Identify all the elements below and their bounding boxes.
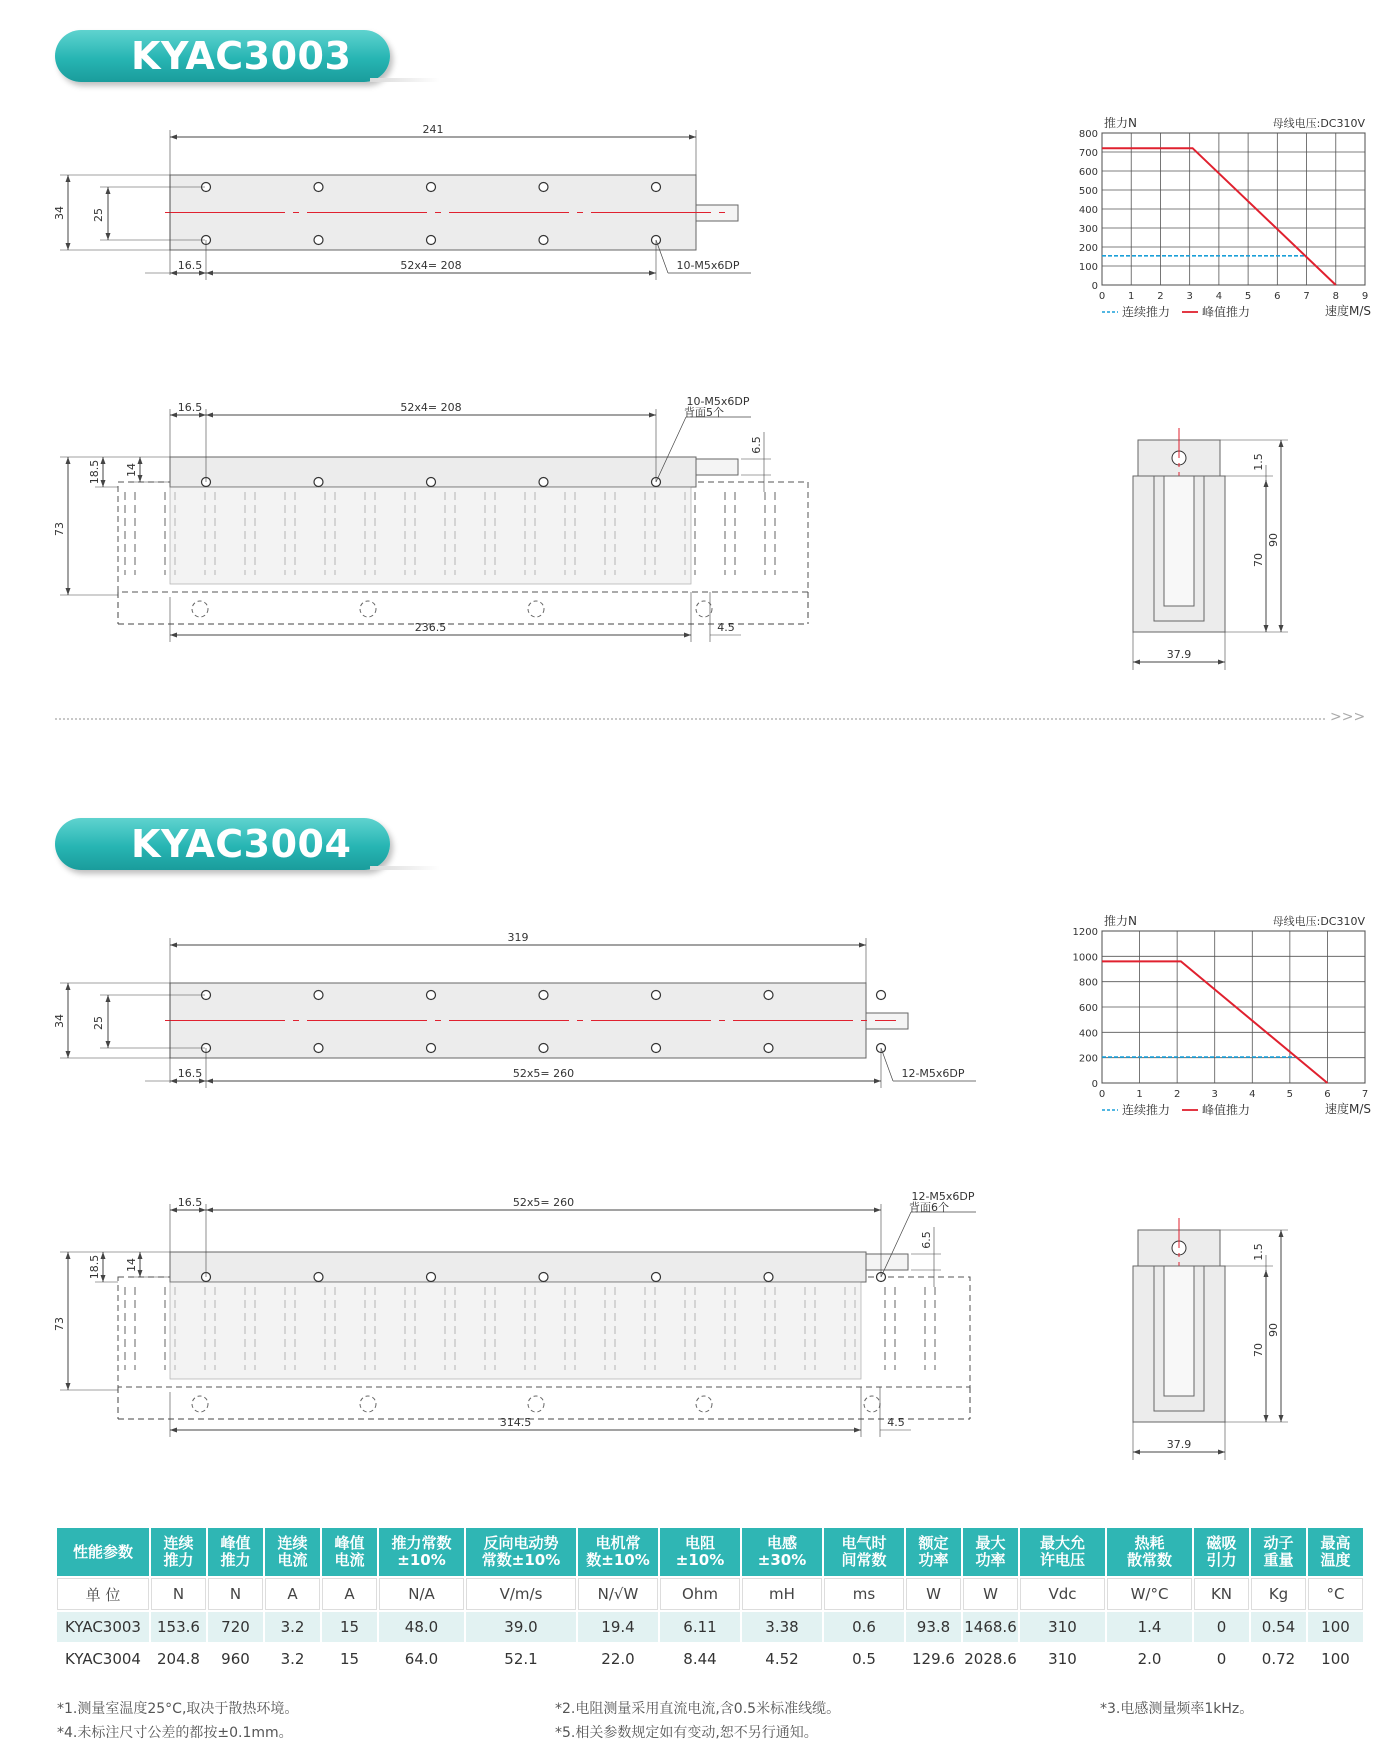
y-tick-label: 0 (1091, 281, 1098, 292)
table-header: 性能参数 (57, 1528, 149, 1576)
note-4: *4.未标注尺寸公差的都按±0.1mm。 (57, 1725, 293, 1741)
table-cell: 129.6 (906, 1644, 961, 1674)
table-cell: KYAC3004 (57, 1644, 149, 1674)
legend-continuous: 连续推力 (1122, 1103, 1171, 1117)
dimension-label: 319 (507, 931, 529, 944)
bolt-slot (696, 1396, 712, 1412)
bolt-slot (696, 601, 712, 617)
y-tick-label: 200 (1078, 1053, 1098, 1065)
x-tick-label: 9 (1361, 291, 1369, 302)
table-cell: 6.11 (660, 1612, 740, 1642)
dimension-label: 10-M5x6DP (676, 259, 740, 272)
table-cell: 64.0 (379, 1644, 464, 1674)
dimension-label: 90 (1267, 1323, 1280, 1337)
chart-xlabel: 速度M/S (1324, 1102, 1371, 1116)
mounting-hole (314, 478, 323, 487)
table-unit-cell: KN (1194, 1578, 1249, 1610)
mounting-hole (314, 1273, 323, 1282)
dimension-label: 37.9 (1166, 1438, 1192, 1451)
dimension-label: 34 (53, 1014, 66, 1028)
table-cell: 4.52 (742, 1644, 822, 1674)
chart-annotation: 母线电压:DC310V (1272, 117, 1365, 130)
table-cell: 2028.6 (963, 1644, 1018, 1674)
mounting-hole (877, 991, 886, 1000)
shaft (866, 1254, 908, 1270)
table-unit-cell: mH (742, 1578, 822, 1610)
mounting-hole (652, 1273, 661, 1282)
x-tick-label: 7 (1303, 291, 1310, 302)
coil-area (170, 1282, 861, 1379)
table-cell: 1468.6 (963, 1612, 1018, 1642)
table-cell: 1.4 (1107, 1612, 1192, 1642)
bolt-slot (360, 601, 376, 617)
table-header: 推力常数 ±10% (379, 1528, 464, 1576)
dimension-label: 1.5 (1252, 453, 1265, 471)
dimension-label: 10-M5x6DP (686, 395, 750, 408)
side-slot (1164, 1266, 1194, 1396)
table-header: 峰值 电流 (322, 1528, 377, 1576)
table-cell: 52.1 (466, 1644, 576, 1674)
x-tick-label: 2 (1157, 291, 1164, 302)
x-tick-label: 7 (1361, 1089, 1369, 1100)
dimension-label: 背面5个 (684, 406, 724, 419)
chart-ylabel: 推力N (1104, 914, 1137, 928)
table-unit-cell: A (265, 1578, 320, 1610)
x-tick-label: 0 (1098, 291, 1106, 302)
table-cell: 22.0 (578, 1644, 658, 1674)
x-tick-label: 2 (1173, 1089, 1181, 1100)
dimension-label: 14 (125, 1258, 138, 1272)
table-unit-cell: A (322, 1578, 377, 1610)
table-unit-cell: N/A (379, 1578, 464, 1610)
y-tick-label: 600 (1078, 167, 1098, 178)
y-tick-label: 400 (1078, 205, 1098, 216)
table-header: 磁吸 引力 (1194, 1528, 1249, 1576)
table-header: 最高 温度 (1308, 1528, 1363, 1576)
table-cell: 153.6 (151, 1612, 206, 1642)
table-unit-cell: W/°C (1107, 1578, 1192, 1610)
dimension-label: 4.5 (717, 621, 735, 634)
table-unit-cell: N/√W (578, 1578, 658, 1610)
table-unit-cell: W (963, 1578, 1018, 1610)
dimension-label: 73 (53, 522, 66, 536)
mounting-hole (539, 183, 548, 192)
dimension-label: 12-M5x6DP (901, 1067, 965, 1080)
y-tick-label: 700 (1078, 148, 1098, 159)
mounting-hole (764, 1273, 773, 1282)
table-cell: 0.5 (824, 1644, 904, 1674)
dimension-label: 52x4= 208 (400, 401, 462, 414)
table-cell: 100 (1308, 1644, 1363, 1674)
mounting-hole (652, 183, 661, 192)
y-tick-label: 200 (1078, 243, 1098, 254)
mounting-hole (427, 1273, 436, 1282)
motor-body-front (170, 1252, 866, 1282)
table-unit-cell: W (906, 1578, 961, 1610)
side-slot (1164, 476, 1194, 606)
dimension-label: 34 (53, 206, 66, 220)
note-2: *2.电阻测量采用直流电流,含0.5米标准线缆。 (555, 1701, 841, 1717)
mounting-hole (427, 183, 436, 192)
dimension-label: 6.5 (920, 1231, 933, 1249)
mounting-hole (427, 1044, 436, 1053)
dimension-label: 52x5= 260 (512, 1196, 575, 1209)
mounting-hole (314, 991, 323, 1000)
mounting-hole (539, 991, 548, 1000)
table-header: 最大允 许电压 (1020, 1528, 1105, 1576)
dimension-label: 16.5 (177, 401, 203, 414)
table-unit-cell: V/m/s (466, 1578, 576, 1610)
x-tick-label: 0 (1098, 1089, 1106, 1100)
table-header: 最大 功率 (963, 1528, 1018, 1576)
dimension-label: 236.5 (414, 621, 447, 634)
mounting-hole (427, 236, 436, 245)
performance-table (55, 1526, 1365, 1676)
chart-ylabel: 推力N (1104, 116, 1137, 130)
y-tick-label: 100 (1078, 262, 1098, 273)
y-tick-label: 1000 (1072, 952, 1098, 964)
table-cell: 310 (1020, 1612, 1105, 1642)
dimension-label: 14 (125, 463, 138, 477)
table-unit-cell: 单 位 (57, 1578, 149, 1610)
dimension-label: 90 (1267, 533, 1280, 547)
dimension-label: 16.5 (177, 1067, 203, 1080)
mounting-hole (539, 236, 548, 245)
dimension-label: 73 (53, 1317, 66, 1331)
table-header: 额定 功率 (906, 1528, 961, 1576)
legend-peak: 峰值推力 (1202, 1103, 1251, 1117)
y-tick-label: 800 (1078, 977, 1098, 989)
table-cell: KYAC3003 (57, 1612, 149, 1642)
x-tick-label: 6 (1324, 1089, 1331, 1100)
table-header: 连续 推力 (151, 1528, 206, 1576)
dimension-label: 16.5 (177, 259, 203, 272)
x-tick-label: 8 (1332, 291, 1339, 302)
table-row (57, 1644, 1363, 1674)
y-tick-label: 0 (1091, 1079, 1098, 1090)
mounting-hole (427, 478, 436, 487)
table-cell: 204.8 (151, 1644, 206, 1674)
mounting-hole (764, 1044, 773, 1053)
dimension-label: 70 (1252, 553, 1265, 567)
mounting-hole (539, 478, 548, 487)
table-cell: 48.0 (379, 1612, 464, 1642)
dimension-label: 1.5 (1252, 1243, 1265, 1261)
table-header: 热耗 散常数 (1107, 1528, 1192, 1576)
table-cell: 0.72 (1251, 1644, 1306, 1674)
mounting-hole (314, 1044, 323, 1053)
table-header: 电感 ±30% (742, 1528, 822, 1576)
dimension-label: 25 (92, 208, 105, 222)
legend-continuous: 连续推力 (1122, 305, 1171, 319)
bolt-slot (192, 1396, 208, 1412)
x-tick-label: 3 (1186, 291, 1193, 302)
table-unit-cell: Vdc (1020, 1578, 1105, 1610)
dimension-label: 37.9 (1166, 648, 1192, 661)
table-header: 电气时 间常数 (824, 1528, 904, 1576)
x-tick-label: 1 (1128, 291, 1135, 302)
legend-peak: 峰值推力 (1202, 305, 1251, 319)
bolt-slot (360, 1396, 376, 1412)
bolt-slot (192, 601, 208, 617)
table-header: 连续 电流 (265, 1528, 320, 1576)
table-cell: 3.2 (265, 1644, 320, 1674)
table-cell: 2.0 (1107, 1644, 1192, 1674)
dimension-label: 52x4= 208 (400, 259, 462, 272)
note-5: *5.相关参数规定如有变动,恕不另行通知。 (555, 1725, 818, 1741)
y-tick-label: 500 (1078, 186, 1098, 197)
dimension-label: 16.5 (177, 1196, 203, 1209)
table-unit-cell: N (151, 1578, 206, 1610)
table-cell: 39.0 (466, 1612, 576, 1642)
y-tick-label: 800 (1078, 129, 1098, 140)
bolt-slot (528, 601, 544, 617)
note-1: *1.测量室温度25°C,取决于散热环境。 (57, 1701, 299, 1717)
mounting-hole (427, 991, 436, 1000)
table-header: 动子 重量 (1251, 1528, 1306, 1576)
table-cell: 720 (208, 1612, 263, 1642)
dimension-label: 241 (422, 123, 444, 136)
dimension-label: 18.5 (88, 1254, 101, 1280)
table-cell: 310 (1020, 1644, 1105, 1674)
bolt-slot (864, 1396, 880, 1412)
table-cell: 8.44 (660, 1644, 740, 1674)
x-tick-label: 5 (1286, 1089, 1294, 1100)
table-header: 峰值 推力 (208, 1528, 263, 1576)
mounting-hole (314, 236, 323, 245)
separator-arrow-icon: >>> (1330, 709, 1366, 725)
coil-area (170, 487, 691, 584)
table-cell: 19.4 (578, 1612, 658, 1642)
dimension-label: 70 (1252, 1343, 1265, 1357)
table-unit-cell: ms (824, 1578, 904, 1610)
x-tick-label: 4 (1249, 1089, 1256, 1100)
note-3: *3.电感测量频率1kHz。 (1100, 1701, 1254, 1717)
model-banner-kyac3004: KYAC3004 (55, 818, 390, 870)
table-header: 电机常 数±10% (578, 1528, 658, 1576)
dimension-label: 18.5 (88, 459, 101, 485)
x-tick-label: 6 (1274, 291, 1281, 302)
x-tick-label: 5 (1244, 291, 1252, 302)
mounting-hole (539, 1044, 548, 1053)
dimension-label: 314.5 (499, 1416, 532, 1429)
mounting-hole (539, 1273, 548, 1282)
table-cell: 0.54 (1251, 1612, 1306, 1642)
y-tick-label: 1200 (1072, 927, 1098, 938)
table-unit-cell: N (208, 1578, 263, 1610)
mounting-hole (314, 183, 323, 192)
table-cell: 93.8 (906, 1612, 961, 1642)
table-cell: 15 (322, 1612, 377, 1642)
model-banner-kyac3003: KYAC3003 (55, 30, 390, 82)
chart-annotation: 母线电压:DC310V (1272, 915, 1365, 928)
x-tick-label: 3 (1211, 1089, 1218, 1100)
dimension-label: 12-M5x6DP (911, 1190, 975, 1203)
x-tick-label: 4 (1215, 291, 1223, 302)
table-cell: 100 (1308, 1612, 1363, 1642)
dimension-label: 背面6个 (909, 1201, 949, 1214)
table-cell: 15 (322, 1644, 377, 1674)
dimension-label: 52x5= 260 (512, 1067, 575, 1080)
chart-xlabel: 速度M/S (1324, 304, 1371, 318)
mounting-hole (652, 1044, 661, 1053)
table-header: 反向电动势 常数±10% (466, 1528, 576, 1576)
table-cell: 0 (1194, 1644, 1249, 1674)
mounting-hole (652, 991, 661, 1000)
table-row (57, 1612, 1363, 1642)
dimension-label: 6.5 (750, 436, 763, 454)
mounting-hole (764, 991, 773, 1000)
bolt-slot (528, 1396, 544, 1412)
y-tick-label: 300 (1078, 224, 1098, 235)
table-header: 电阻 ±10% (660, 1528, 740, 1576)
dimension-label: 25 (92, 1016, 105, 1030)
dimension-label: 4.5 (887, 1416, 905, 1429)
table-cell: 3.38 (742, 1612, 822, 1642)
table-unit-cell: Kg (1251, 1578, 1306, 1610)
shaft (696, 459, 738, 475)
table-cell: 3.2 (265, 1612, 320, 1642)
table-cell: 0 (1194, 1612, 1249, 1642)
table-cell: 960 (208, 1644, 263, 1674)
table-cell: 0.6 (824, 1612, 904, 1642)
y-tick-label: 400 (1078, 1028, 1098, 1040)
x-tick-label: 1 (1136, 1089, 1143, 1100)
table-unit-cell: °C (1308, 1578, 1363, 1610)
table-unit-cell: Ohm (660, 1578, 740, 1610)
y-tick-label: 600 (1078, 1003, 1098, 1014)
